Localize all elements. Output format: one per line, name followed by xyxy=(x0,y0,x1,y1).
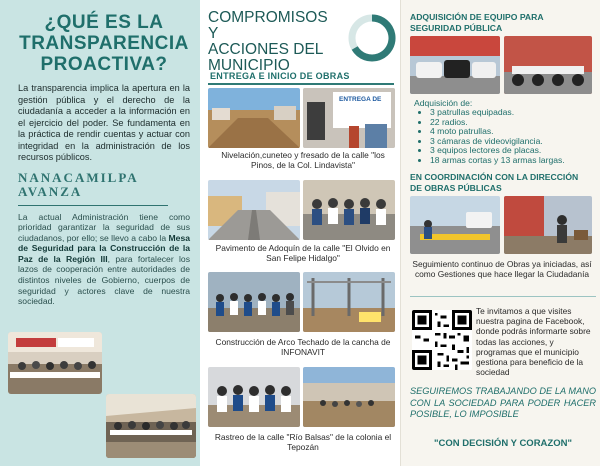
hero-line-3: PROACTIVA? xyxy=(40,54,168,75)
meeting-photo-2 xyxy=(106,394,196,458)
list-item: • 3 equipos lectores de placas. xyxy=(430,146,600,156)
list-item: • 4 moto patrullas. xyxy=(430,127,600,137)
coordination-heading-line-1: EN COORDINACIÓN CON LA DIRECCIÓN xyxy=(410,172,579,182)
delivery-event-photo xyxy=(303,88,395,148)
security-text-start: La actual Administración tiene como prioridad garantizar la seguridad de sus ciudadanos, por ello; se llevo a cabo la xyxy=(18,211,190,243)
commitments-title xyxy=(208,10,336,74)
list-item: • 18 armas cortas y 13 armas largas. xyxy=(430,156,600,166)
equipment-list xyxy=(416,108,600,166)
street-group-photo xyxy=(208,367,300,427)
street-crowd-photo xyxy=(303,367,395,427)
road-works-photo xyxy=(208,88,300,148)
list-item: • 22 radios. xyxy=(430,118,600,128)
donut-decoration-icon xyxy=(346,12,398,64)
caption-paving: Pavimento de Adoquín de la calle "El Olvido en San Felipe Hidalgo" xyxy=(215,243,391,263)
closing-statement: SEGUIREMOS TRABAJANDO DE LA MANO CON LA SOCIEDAD PARA PODER HACER POSIBLE, LO IMPOSIBLE xyxy=(410,386,596,419)
paving-group-photo xyxy=(303,180,395,240)
slogan: "CON DECISIÓN Y CORAZON" xyxy=(434,438,572,449)
equipment-list-intro: Adquisición de: xyxy=(414,98,473,108)
patrol-cars-photo xyxy=(410,36,500,94)
delivery-banner-text: ENTREGA DE xyxy=(339,96,382,103)
hero-line-1: ¿QUÉ ES LA xyxy=(44,12,164,33)
coordination-note: Seguimiento continuo de Obras ya iniciadas, así como Gestiones que hace llegar la Ciudadanía xyxy=(412,259,592,279)
place-heading-line-2: AVANZA xyxy=(18,183,83,199)
coordination-heading xyxy=(410,172,598,193)
public-works-photo-1 xyxy=(410,196,500,254)
motorcycles-photo xyxy=(504,36,592,94)
caption-road-leveling: Nivelación,cuneteo y fresado de la calle "los Pinos, de la Col. Lindavista" xyxy=(221,150,385,170)
security-text-bold: Mesa de Seguridad para la Construcción de la Paz de la Región III xyxy=(18,232,190,264)
list-item: • 3 patrullas equipadas. xyxy=(430,108,600,118)
security-text-end: , para fortalecer los lazos de cooperación entre autoridades de distintos niveles de Gobierno, cuerpos de seguridad y actores clave de nuestra sociedad. xyxy=(18,253,190,307)
place-heading-line-1: NANACAMILPA xyxy=(18,169,139,185)
court-group-photo xyxy=(208,272,300,332)
column-divider-2 xyxy=(400,0,401,466)
intro-paragraph: La transparencia implica la apertura en la gestión pública y el derecho de la ciudadanía a acceder a la información en el ejercicio del poder. Se fundamenta en la práctica de rendir cuentas y actuar con integridad en la administración de los recursos públicos. xyxy=(18,83,190,162)
paving-street-photo xyxy=(208,180,300,240)
public-works-photo-2 xyxy=(504,196,592,254)
hero-title xyxy=(18,12,190,75)
heading-rule xyxy=(18,205,168,206)
commitments-title-line-2: ACCIONES DEL xyxy=(208,41,324,58)
equipment-heading-line-1: ADQUISICIÓN DE EQUIPO PARA xyxy=(410,12,544,22)
equipment-heading xyxy=(410,12,596,33)
equipment-heading-line-2: SEGURIDAD PÚBLICA xyxy=(410,22,503,33)
court-construction-photo xyxy=(303,272,395,332)
qr-code-icon[interactable] xyxy=(412,310,472,370)
works-section-rule xyxy=(208,83,394,85)
facebook-invitation: Te invitamos a que visites nuestra pagina de Facebook, donde podrás informarte sobre todas las acciones, y programas que el municipio gestiona para beneficio de la sociedad xyxy=(476,306,591,378)
col3-separator xyxy=(410,296,596,297)
hero-line-2: TRANSPARENCIA xyxy=(19,33,189,54)
commitments-title-line-1: COMPROMISOS Y xyxy=(208,9,328,42)
works-section-label: ENTREGA E INICIO DE OBRAS xyxy=(210,71,350,81)
meeting-photo-1 xyxy=(8,332,102,394)
coordination-heading-line-2: DE OBRAS PÚBLICAS xyxy=(410,182,502,193)
commitments-title-line-3: MUNICIPIO xyxy=(208,57,290,74)
caption-court-roof: Construcción de Arco Techado de la cancha de INFONAVIT xyxy=(215,337,391,357)
security-paragraph xyxy=(18,212,190,307)
caption-street-grading: Rastreo de la calle "Río Balsas" de la colonia el Tepozán xyxy=(214,432,392,452)
list-item: • 3 cámaras de videovigilancia. xyxy=(430,137,600,147)
